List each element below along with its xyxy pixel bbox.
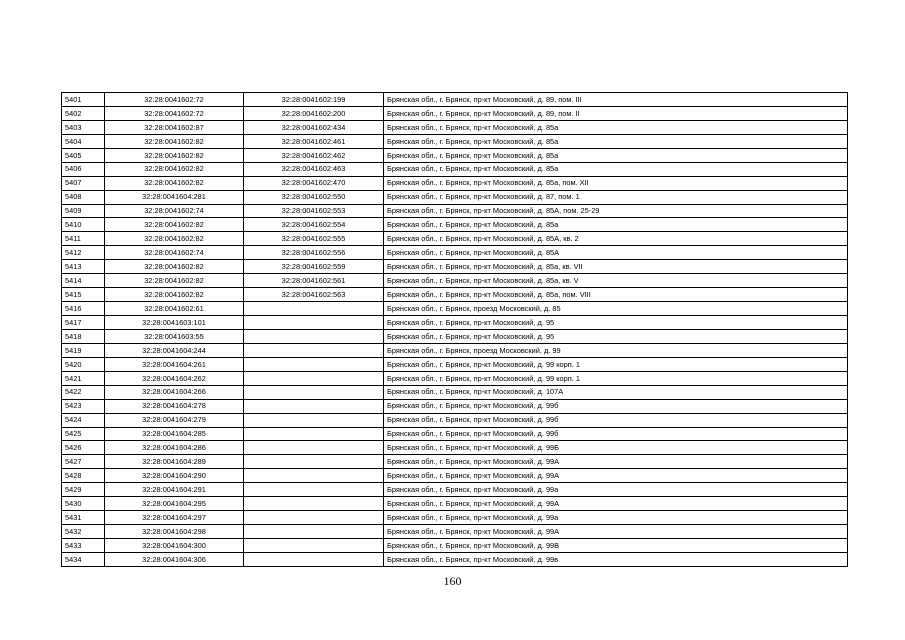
cadastral-number-cell: 32:28:0041602:74 bbox=[105, 246, 244, 260]
row-number-cell: 5417 bbox=[62, 316, 105, 330]
cadastral-number-cell: 32:28:0041604:261 bbox=[105, 357, 244, 371]
cadastral-number-cell: 32:28:0041604:298 bbox=[105, 525, 244, 539]
table-row bbox=[62, 316, 848, 330]
address-cell: Брянская обл., г. Брянск, пр-кт Московский, д. 99в bbox=[384, 552, 848, 566]
object-cadastral-number-cell bbox=[244, 552, 384, 566]
table-row bbox=[62, 148, 848, 162]
object-cadastral-number-cell bbox=[244, 469, 384, 483]
object-cadastral-number-cell: 32:28:0041602:556 bbox=[244, 246, 384, 260]
table-row bbox=[62, 329, 848, 343]
table-row bbox=[62, 371, 848, 385]
address-cell: Брянская обл., г. Брянск, пр-кт Московский, д. 95 bbox=[384, 316, 848, 330]
object-cadastral-number-cell bbox=[244, 385, 384, 399]
cadastral-number-cell: 32:28:0041604:295 bbox=[105, 497, 244, 511]
object-cadastral-number-cell: 32:28:0041602:461 bbox=[244, 134, 384, 148]
object-cadastral-number-cell: 32:28:0041602:550 bbox=[244, 190, 384, 204]
row-number-cell: 5433 bbox=[62, 539, 105, 553]
object-cadastral-number-cell: 32:28:0041602:561 bbox=[244, 274, 384, 288]
table-row bbox=[62, 511, 848, 525]
cadastral-number-cell: 32:28:0041602:61 bbox=[105, 302, 244, 316]
object-cadastral-number-cell: 32:28:0041602:553 bbox=[244, 204, 384, 218]
cadastral-number-cell: 32:28:0041602:72 bbox=[105, 106, 244, 120]
object-cadastral-number-cell: 32:28:0041602:462 bbox=[244, 148, 384, 162]
table-row bbox=[62, 357, 848, 371]
object-cadastral-number-cell bbox=[244, 497, 384, 511]
object-cadastral-number-cell bbox=[244, 525, 384, 539]
row-number-cell: 5426 bbox=[62, 441, 105, 455]
row-number-cell: 5403 bbox=[62, 120, 105, 134]
address-cell: Брянская обл., г. Брянск, пр-кт Московский, д. 99А bbox=[384, 525, 848, 539]
address-cell: Брянская обл., г. Брянск, пр-кт Московский, д. 99б bbox=[384, 427, 848, 441]
table-row bbox=[62, 232, 848, 246]
row-number-cell: 5401 bbox=[62, 93, 105, 107]
address-cell: Брянская обл., г. Брянск, пр-кт Московский, д. 85А bbox=[384, 246, 848, 260]
table-row bbox=[62, 274, 848, 288]
object-cadastral-number-cell bbox=[244, 427, 384, 441]
cadastral-number-cell: 32:28:0041604:285 bbox=[105, 427, 244, 441]
address-cell: Брянская обл., г. Брянск, пр-кт Московский, д. 85а bbox=[384, 162, 848, 176]
cadastral-number-cell: 32:28:0041602:82 bbox=[105, 148, 244, 162]
cadastral-number-cell: 32:28:0041602:82 bbox=[105, 218, 244, 232]
table-row bbox=[62, 399, 848, 413]
cadastral-number-cell: 32:28:0041604:306 bbox=[105, 552, 244, 566]
table-row bbox=[62, 413, 848, 427]
cadastral-number-cell: 32:28:0041602:82 bbox=[105, 162, 244, 176]
cadastral-number-cell: 32:28:0041604:244 bbox=[105, 343, 244, 357]
address-cell: Брянская обл., г. Брянск, пр-кт Московский, д. 89, пом. II bbox=[384, 106, 848, 120]
cadastral-number-cell: 32:28:0041604:300 bbox=[105, 539, 244, 553]
object-cadastral-number-cell: 32:28:0041602:199 bbox=[244, 93, 384, 107]
table-row bbox=[62, 93, 848, 107]
object-cadastral-number-cell bbox=[244, 441, 384, 455]
cadastral-number-cell: 32:28:0041602:82 bbox=[105, 232, 244, 246]
object-cadastral-number-cell: 32:28:0041602:200 bbox=[244, 106, 384, 120]
address-cell: Брянская обл., г. Брянск, пр-кт Московский, д. 107А bbox=[384, 385, 848, 399]
row-number-cell: 5427 bbox=[62, 455, 105, 469]
table-row bbox=[62, 525, 848, 539]
row-number-cell: 5418 bbox=[62, 329, 105, 343]
row-number-cell: 5425 bbox=[62, 427, 105, 441]
address-cell: Брянская обл., г. Брянск, пр-кт Московский, д. 99А bbox=[384, 497, 848, 511]
table-row bbox=[62, 483, 848, 497]
cadastral-number-cell: 32:28:0041603:101 bbox=[105, 316, 244, 330]
registry-table bbox=[61, 92, 848, 567]
cadastral-number-cell: 32:28:0041604:262 bbox=[105, 371, 244, 385]
address-cell: Брянская обл., г. Брянск, пр-кт Московский, д. 99А bbox=[384, 469, 848, 483]
table-row bbox=[62, 385, 848, 399]
table-row bbox=[62, 162, 848, 176]
object-cadastral-number-cell: 32:28:0041602:563 bbox=[244, 288, 384, 302]
object-cadastral-number-cell bbox=[244, 413, 384, 427]
table-row bbox=[62, 246, 848, 260]
object-cadastral-number-cell: 32:28:0041602:434 bbox=[244, 120, 384, 134]
address-cell: Брянская обл., г. Брянск, пр-кт Московский, д. 85а bbox=[384, 134, 848, 148]
table-row bbox=[62, 120, 848, 134]
object-cadastral-number-cell bbox=[244, 343, 384, 357]
table-row bbox=[62, 497, 848, 511]
address-cell: Брянская обл., г. Брянск, пр-кт Московский, д. 99В bbox=[384, 539, 848, 553]
page-number: 160 bbox=[443, 574, 462, 588]
address-cell: Брянская обл., г. Брянск, пр-кт Московский, д. 99 корп. 1 bbox=[384, 357, 848, 371]
row-number-cell: 5413 bbox=[62, 260, 105, 274]
registry-table-body bbox=[62, 93, 848, 567]
cadastral-number-cell: 32:28:0041604:290 bbox=[105, 469, 244, 483]
table-row bbox=[62, 190, 848, 204]
row-number-cell: 5408 bbox=[62, 190, 105, 204]
address-cell: Брянская обл., г. Брянск, пр-кт Московский, д. 99А bbox=[384, 455, 848, 469]
row-number-cell: 5410 bbox=[62, 218, 105, 232]
table-row bbox=[62, 552, 848, 566]
address-cell: Брянская обл., г. Брянск, пр-кт Московский, д. 85А, пом. 25-29 bbox=[384, 204, 848, 218]
row-number-cell: 5430 bbox=[62, 497, 105, 511]
table-row bbox=[62, 288, 848, 302]
row-number-cell: 5419 bbox=[62, 343, 105, 357]
address-cell: Брянская обл., г. Брянск, пр-кт Московский, д. 85а bbox=[384, 148, 848, 162]
table-row bbox=[62, 343, 848, 357]
table-row bbox=[62, 539, 848, 553]
object-cadastral-number-cell bbox=[244, 316, 384, 330]
cadastral-number-cell: 32:28:0041602:87 bbox=[105, 120, 244, 134]
address-cell: Брянская обл., г. Брянск, пр-кт Московский, д. 85а bbox=[384, 218, 848, 232]
row-number-cell: 5406 bbox=[62, 162, 105, 176]
table-row bbox=[62, 469, 848, 483]
table-row bbox=[62, 427, 848, 441]
row-number-cell: 5411 bbox=[62, 232, 105, 246]
cadastral-number-cell: 32:28:0041604:279 bbox=[105, 413, 244, 427]
object-cadastral-number-cell: 32:28:0041602:555 bbox=[244, 232, 384, 246]
row-number-cell: 5423 bbox=[62, 399, 105, 413]
table-row bbox=[62, 218, 848, 232]
row-number-cell: 5409 bbox=[62, 204, 105, 218]
table-row bbox=[62, 204, 848, 218]
row-number-cell: 5405 bbox=[62, 148, 105, 162]
object-cadastral-number-cell bbox=[244, 357, 384, 371]
address-cell: Брянская обл., г. Брянск, пр-кт Московский, д. 99 корп. 1 bbox=[384, 371, 848, 385]
row-number-cell: 5421 bbox=[62, 371, 105, 385]
address-cell: Брянская обл., г. Брянск, пр-кт Московский, д. 85а, кв. V bbox=[384, 274, 848, 288]
cadastral-number-cell: 32:28:0041604:297 bbox=[105, 511, 244, 525]
address-cell: Брянская обл., г. Брянск, пр-кт Московский, д. 85а, пом. VIII bbox=[384, 288, 848, 302]
object-cadastral-number-cell: 32:28:0041602:559 bbox=[244, 260, 384, 274]
cadastral-number-cell: 32:28:0041604:291 bbox=[105, 483, 244, 497]
row-number-cell: 5407 bbox=[62, 176, 105, 190]
cadastral-number-cell: 32:28:0041604:266 bbox=[105, 385, 244, 399]
address-cell: Брянская обл., г. Брянск, пр-кт Московский, д. 89, пом. III bbox=[384, 93, 848, 107]
cadastral-number-cell: 32:28:0041604:289 bbox=[105, 455, 244, 469]
row-number-cell: 5415 bbox=[62, 288, 105, 302]
row-number-cell: 5402 bbox=[62, 106, 105, 120]
cadastral-number-cell: 32:28:0041604:278 bbox=[105, 399, 244, 413]
object-cadastral-number-cell bbox=[244, 539, 384, 553]
table-row bbox=[62, 134, 848, 148]
cadastral-number-cell: 32:28:0041602:82 bbox=[105, 288, 244, 302]
object-cadastral-number-cell bbox=[244, 371, 384, 385]
address-cell: Брянская обл., г. Брянск, пр-кт Московский, д. 99б bbox=[384, 413, 848, 427]
address-cell: Брянская обл., г. Брянск, пр-кт Московский, д. 87, пом. 1 bbox=[384, 190, 848, 204]
row-number-cell: 5404 bbox=[62, 134, 105, 148]
address-cell: Брянская обл., г. Брянск, проезд Московский, д. 99 bbox=[384, 343, 848, 357]
cadastral-number-cell: 32:28:0041602:74 bbox=[105, 204, 244, 218]
row-number-cell: 5416 bbox=[62, 302, 105, 316]
object-cadastral-number-cell: 32:28:0041602:554 bbox=[244, 218, 384, 232]
table-row bbox=[62, 302, 848, 316]
table-row bbox=[62, 176, 848, 190]
object-cadastral-number-cell: 32:28:0041602:463 bbox=[244, 162, 384, 176]
address-cell: Брянская обл., г. Брянск, проезд Московский, д. 85 bbox=[384, 302, 848, 316]
cadastral-number-cell: 32:28:0041602:82 bbox=[105, 260, 244, 274]
cadastral-number-cell: 32:28:0041602:82 bbox=[105, 274, 244, 288]
address-cell: Брянская обл., г. Брянск, пр-кт Московский, д. 99б bbox=[384, 399, 848, 413]
address-cell: Брянская обл., г. Брянск, пр-кт Московский, д. 85а, пом. XII bbox=[384, 176, 848, 190]
address-cell: Брянская обл., г. Брянск, пр-кт Московский, д. 85а bbox=[384, 120, 848, 134]
address-cell: Брянская обл., г. Брянск, пр-кт Московский, д. 99а bbox=[384, 483, 848, 497]
object-cadastral-number-cell bbox=[244, 302, 384, 316]
row-number-cell: 5429 bbox=[62, 483, 105, 497]
row-number-cell: 5434 bbox=[62, 552, 105, 566]
cadastral-number-cell: 32:28:0041603:55 bbox=[105, 329, 244, 343]
object-cadastral-number-cell: 32:28:0041602:470 bbox=[244, 176, 384, 190]
table-row bbox=[62, 455, 848, 469]
table-row bbox=[62, 441, 848, 455]
row-number-cell: 5432 bbox=[62, 525, 105, 539]
table-row bbox=[62, 260, 848, 274]
address-cell: Брянская обл., г. Брянск, пр-кт Московский, д. 85а, кв. VII bbox=[384, 260, 848, 274]
object-cadastral-number-cell bbox=[244, 455, 384, 469]
address-cell: Брянская обл., г. Брянск, пр-кт Московский, д. 85А, кв. 2 bbox=[384, 232, 848, 246]
row-number-cell: 5412 bbox=[62, 246, 105, 260]
cadastral-number-cell: 32:28:0041604:281 bbox=[105, 190, 244, 204]
row-number-cell: 5424 bbox=[62, 413, 105, 427]
table-row bbox=[62, 106, 848, 120]
cadastral-number-cell: 32:28:0041602:82 bbox=[105, 134, 244, 148]
row-number-cell: 5422 bbox=[62, 385, 105, 399]
row-number-cell: 5431 bbox=[62, 511, 105, 525]
address-cell: Брянская обл., г. Брянск, пр-кт Московский, д. 99а bbox=[384, 511, 848, 525]
cadastral-number-cell: 32:28:0041604:286 bbox=[105, 441, 244, 455]
object-cadastral-number-cell bbox=[244, 399, 384, 413]
address-cell: Брянская обл., г. Брянск, пр-кт Московский, д. 99Б bbox=[384, 441, 848, 455]
object-cadastral-number-cell bbox=[244, 329, 384, 343]
address-cell: Брянская обл., г. Брянск, пр-кт Московский, д. 95 bbox=[384, 329, 848, 343]
object-cadastral-number-cell bbox=[244, 511, 384, 525]
cadastral-number-cell: 32:28:0041602:82 bbox=[105, 176, 244, 190]
row-number-cell: 5428 bbox=[62, 469, 105, 483]
cadastral-number-cell: 32:28:0041602:72 bbox=[105, 93, 244, 107]
object-cadastral-number-cell bbox=[244, 483, 384, 497]
row-number-cell: 5420 bbox=[62, 357, 105, 371]
row-number-cell: 5414 bbox=[62, 274, 105, 288]
